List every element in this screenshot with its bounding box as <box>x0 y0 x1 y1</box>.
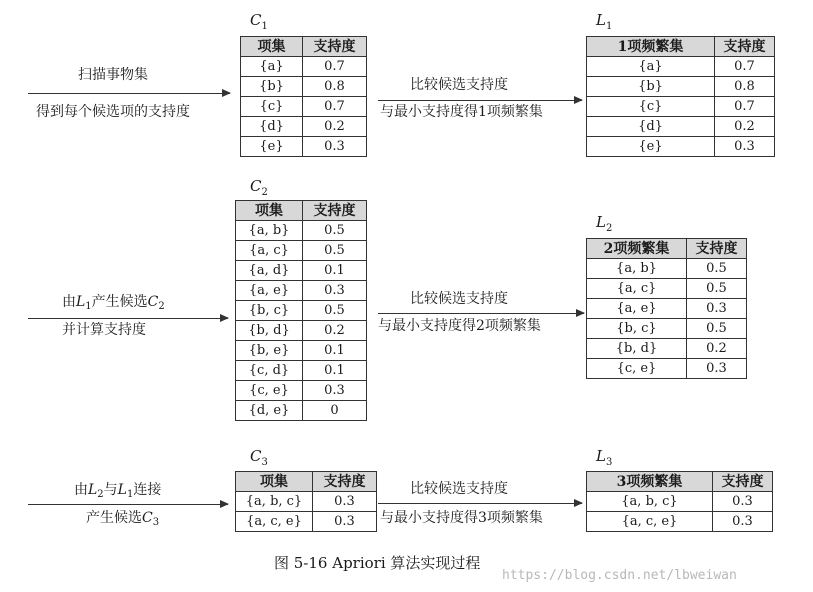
table-cell-support: 0.1 <box>303 341 367 361</box>
table-l1 <box>586 36 775 157</box>
table-cell-support: 0.3 <box>713 512 773 532</box>
table-cell-itemset: {c, e} <box>236 381 303 401</box>
table-cell-itemset: {d} <box>587 117 715 137</box>
table-cell-itemset: {a, c} <box>587 279 687 299</box>
table-cell-support: 0.1 <box>303 361 367 381</box>
table-l1-header-support: 支持度 <box>715 37 775 57</box>
compare-label-top-1: 比较候选支持度 <box>410 77 508 93</box>
table-cell-support: 0.2 <box>715 117 775 137</box>
arrow-generate-c2 <box>28 318 228 319</box>
table-row <box>236 341 367 361</box>
table-cell-itemset: {e} <box>587 137 715 157</box>
table-cell-itemset: {a, b} <box>587 259 687 279</box>
table-cell-support: 0.2 <box>303 117 367 137</box>
table-row <box>241 117 367 137</box>
table-c2-header-support: 支持度 <box>303 201 367 221</box>
table-row <box>587 77 775 97</box>
arrow-compare-2 <box>378 313 584 314</box>
table-cell-support: 0.5 <box>687 319 747 339</box>
table-cell-support: 0.2 <box>687 339 747 359</box>
table-cell-support: 0.7 <box>303 57 367 77</box>
table-row <box>587 97 775 117</box>
table-cell-itemset: {a, e} <box>587 299 687 319</box>
table-cell-support: 0.3 <box>687 299 747 319</box>
table-cell-support: 0.8 <box>303 77 367 97</box>
table-cell-support: 0.3 <box>303 381 367 401</box>
table-row <box>236 381 367 401</box>
table-c2 <box>235 200 367 421</box>
table-cell-itemset: {b, d} <box>236 321 303 341</box>
scan-label-top: 扫描事物集 <box>78 67 148 83</box>
table-row <box>241 77 367 97</box>
table-row <box>236 321 367 341</box>
table-l3-header-itemset: 3项频繁集 <box>587 472 713 492</box>
table-cell-support: 0.1 <box>303 261 367 281</box>
table-cell-itemset: {a, c, e} <box>587 512 713 532</box>
table-cell-itemset: {c, d} <box>236 361 303 381</box>
compare-label-bottom-3: 与最小支持度得3项频繁集 <box>380 510 543 526</box>
table-cell-itemset: {a, c} <box>236 241 303 261</box>
table-cell-support: 0.2 <box>303 321 367 341</box>
table-row <box>587 492 773 512</box>
table-l1-name: $L_1$ <box>596 11 613 32</box>
table-cell-support: 0.8 <box>715 77 775 97</box>
table-cell-itemset: {b} <box>587 77 715 97</box>
table-cell-itemset: {a} <box>241 57 303 77</box>
table-cell-itemset: {c} <box>241 97 303 117</box>
arrow-compare-3 <box>378 503 582 504</box>
table-l2-name: $L_2$ <box>596 213 613 234</box>
table-cell-itemset: {a, e} <box>236 281 303 301</box>
table-l3-header-support: 支持度 <box>713 472 773 492</box>
table-l2-header-support: 支持度 <box>687 239 747 259</box>
table-cell-support: 0.7 <box>715 57 775 77</box>
table-row <box>236 261 367 281</box>
table-c1 <box>240 36 367 157</box>
table-cell-itemset: {b, d} <box>587 339 687 359</box>
table-row <box>587 339 747 359</box>
table-cell-support: 0.3 <box>687 359 747 379</box>
table-c3-header-itemset: 项集 <box>236 472 313 492</box>
table-cell-itemset: {b, c} <box>236 301 303 321</box>
table-c1-name: $C_1$ <box>250 11 268 32</box>
table-row <box>241 137 367 157</box>
table-c1-header-itemset: 项集 <box>241 37 303 57</box>
table-l1-header-itemset: 1项频繁集 <box>587 37 715 57</box>
table-cell-support: 0.7 <box>715 97 775 117</box>
table-row <box>236 241 367 261</box>
table-row <box>587 259 747 279</box>
table-cell-support: 0.5 <box>303 221 367 241</box>
table-cell-itemset: {a} <box>587 57 715 77</box>
table-row <box>587 512 773 532</box>
table-row <box>236 401 367 421</box>
join-label-bottom: 产生候选$C_3$ <box>86 510 160 528</box>
table-cell-support: 0.5 <box>303 241 367 261</box>
table-cell-support: 0.3 <box>713 492 773 512</box>
table-c3 <box>235 471 377 532</box>
compare-label-top-2: 比较候选支持度 <box>410 291 508 307</box>
table-row <box>236 301 367 321</box>
table-row <box>587 137 775 157</box>
compare-label-bottom-2: 与最小支持度得2项频繁集 <box>378 318 541 334</box>
table-cell-itemset: {a, b, c} <box>236 492 313 512</box>
table-row <box>587 117 775 137</box>
generate-c2-label-bottom: 并计算支持度 <box>62 322 146 338</box>
table-cell-itemset: {c, e} <box>587 359 687 379</box>
watermark: https://blog.csdn.net/lbweiwan <box>502 568 737 583</box>
compare-label-bottom-1: 与最小支持度得1项频繁集 <box>380 104 543 120</box>
join-label-top: 由$L_2$与$L_1$连接 <box>74 482 162 500</box>
table-cell-itemset: {b} <box>241 77 303 97</box>
table-cell-support: 0.7 <box>303 97 367 117</box>
table-row <box>587 319 747 339</box>
table-row <box>236 492 377 512</box>
arrow-compare-1 <box>378 100 582 101</box>
table-cell-support: 0.5 <box>687 259 747 279</box>
table-c2-header-itemset: 项集 <box>236 201 303 221</box>
table-cell-support: 0.5 <box>303 301 367 321</box>
table-row <box>587 57 775 77</box>
arrow-scan <box>28 93 230 94</box>
scan-label-bottom: 得到每个候选项的支持度 <box>36 104 190 120</box>
table-row <box>241 97 367 117</box>
table-cell-itemset: {a, d} <box>236 261 303 281</box>
compare-label-top-3: 比较候选支持度 <box>410 481 508 497</box>
table-cell-itemset: {c} <box>587 97 715 117</box>
table-cell-support: 0 <box>303 401 367 421</box>
table-l2 <box>586 238 747 379</box>
table-cell-itemset: {a, c, e} <box>236 512 313 532</box>
table-cell-itemset: {d, e} <box>236 401 303 421</box>
table-c2-name: $C_2$ <box>250 177 268 198</box>
table-cell-support: 0.3 <box>303 281 367 301</box>
table-row <box>236 281 367 301</box>
table-c3-header-support: 支持度 <box>313 472 377 492</box>
table-c3-name: $C_3$ <box>250 447 268 468</box>
figure-caption: 图 5-16 Apriori 算法实现过程 <box>274 554 481 572</box>
table-c1-header-support: 支持度 <box>303 37 367 57</box>
table-cell-support: 0.3 <box>313 492 377 512</box>
table-cell-itemset: {b, e} <box>236 341 303 361</box>
table-cell-itemset: {e} <box>241 137 303 157</box>
table-cell-support: 0.3 <box>303 137 367 157</box>
arrow-join <box>28 504 228 505</box>
table-row <box>587 359 747 379</box>
table-row <box>587 299 747 319</box>
table-row <box>236 361 367 381</box>
table-l3 <box>586 471 773 532</box>
table-row <box>241 57 367 77</box>
table-l2-header-itemset: 2项频繁集 <box>587 239 687 259</box>
table-row <box>236 512 377 532</box>
table-cell-itemset: {d} <box>241 117 303 137</box>
table-row <box>236 221 367 241</box>
table-cell-support: 0.3 <box>715 137 775 157</box>
generate-c2-label-top: 由$L_1$产生候选$C_2$ <box>62 294 165 312</box>
table-cell-itemset: {a, b, c} <box>587 492 713 512</box>
table-row <box>587 279 747 299</box>
table-cell-support: 0.3 <box>313 512 377 532</box>
table-cell-itemset: {b, c} <box>587 319 687 339</box>
table-l3-name: $L_3$ <box>596 447 613 468</box>
table-cell-support: 0.5 <box>687 279 747 299</box>
table-cell-itemset: {a, b} <box>236 221 303 241</box>
